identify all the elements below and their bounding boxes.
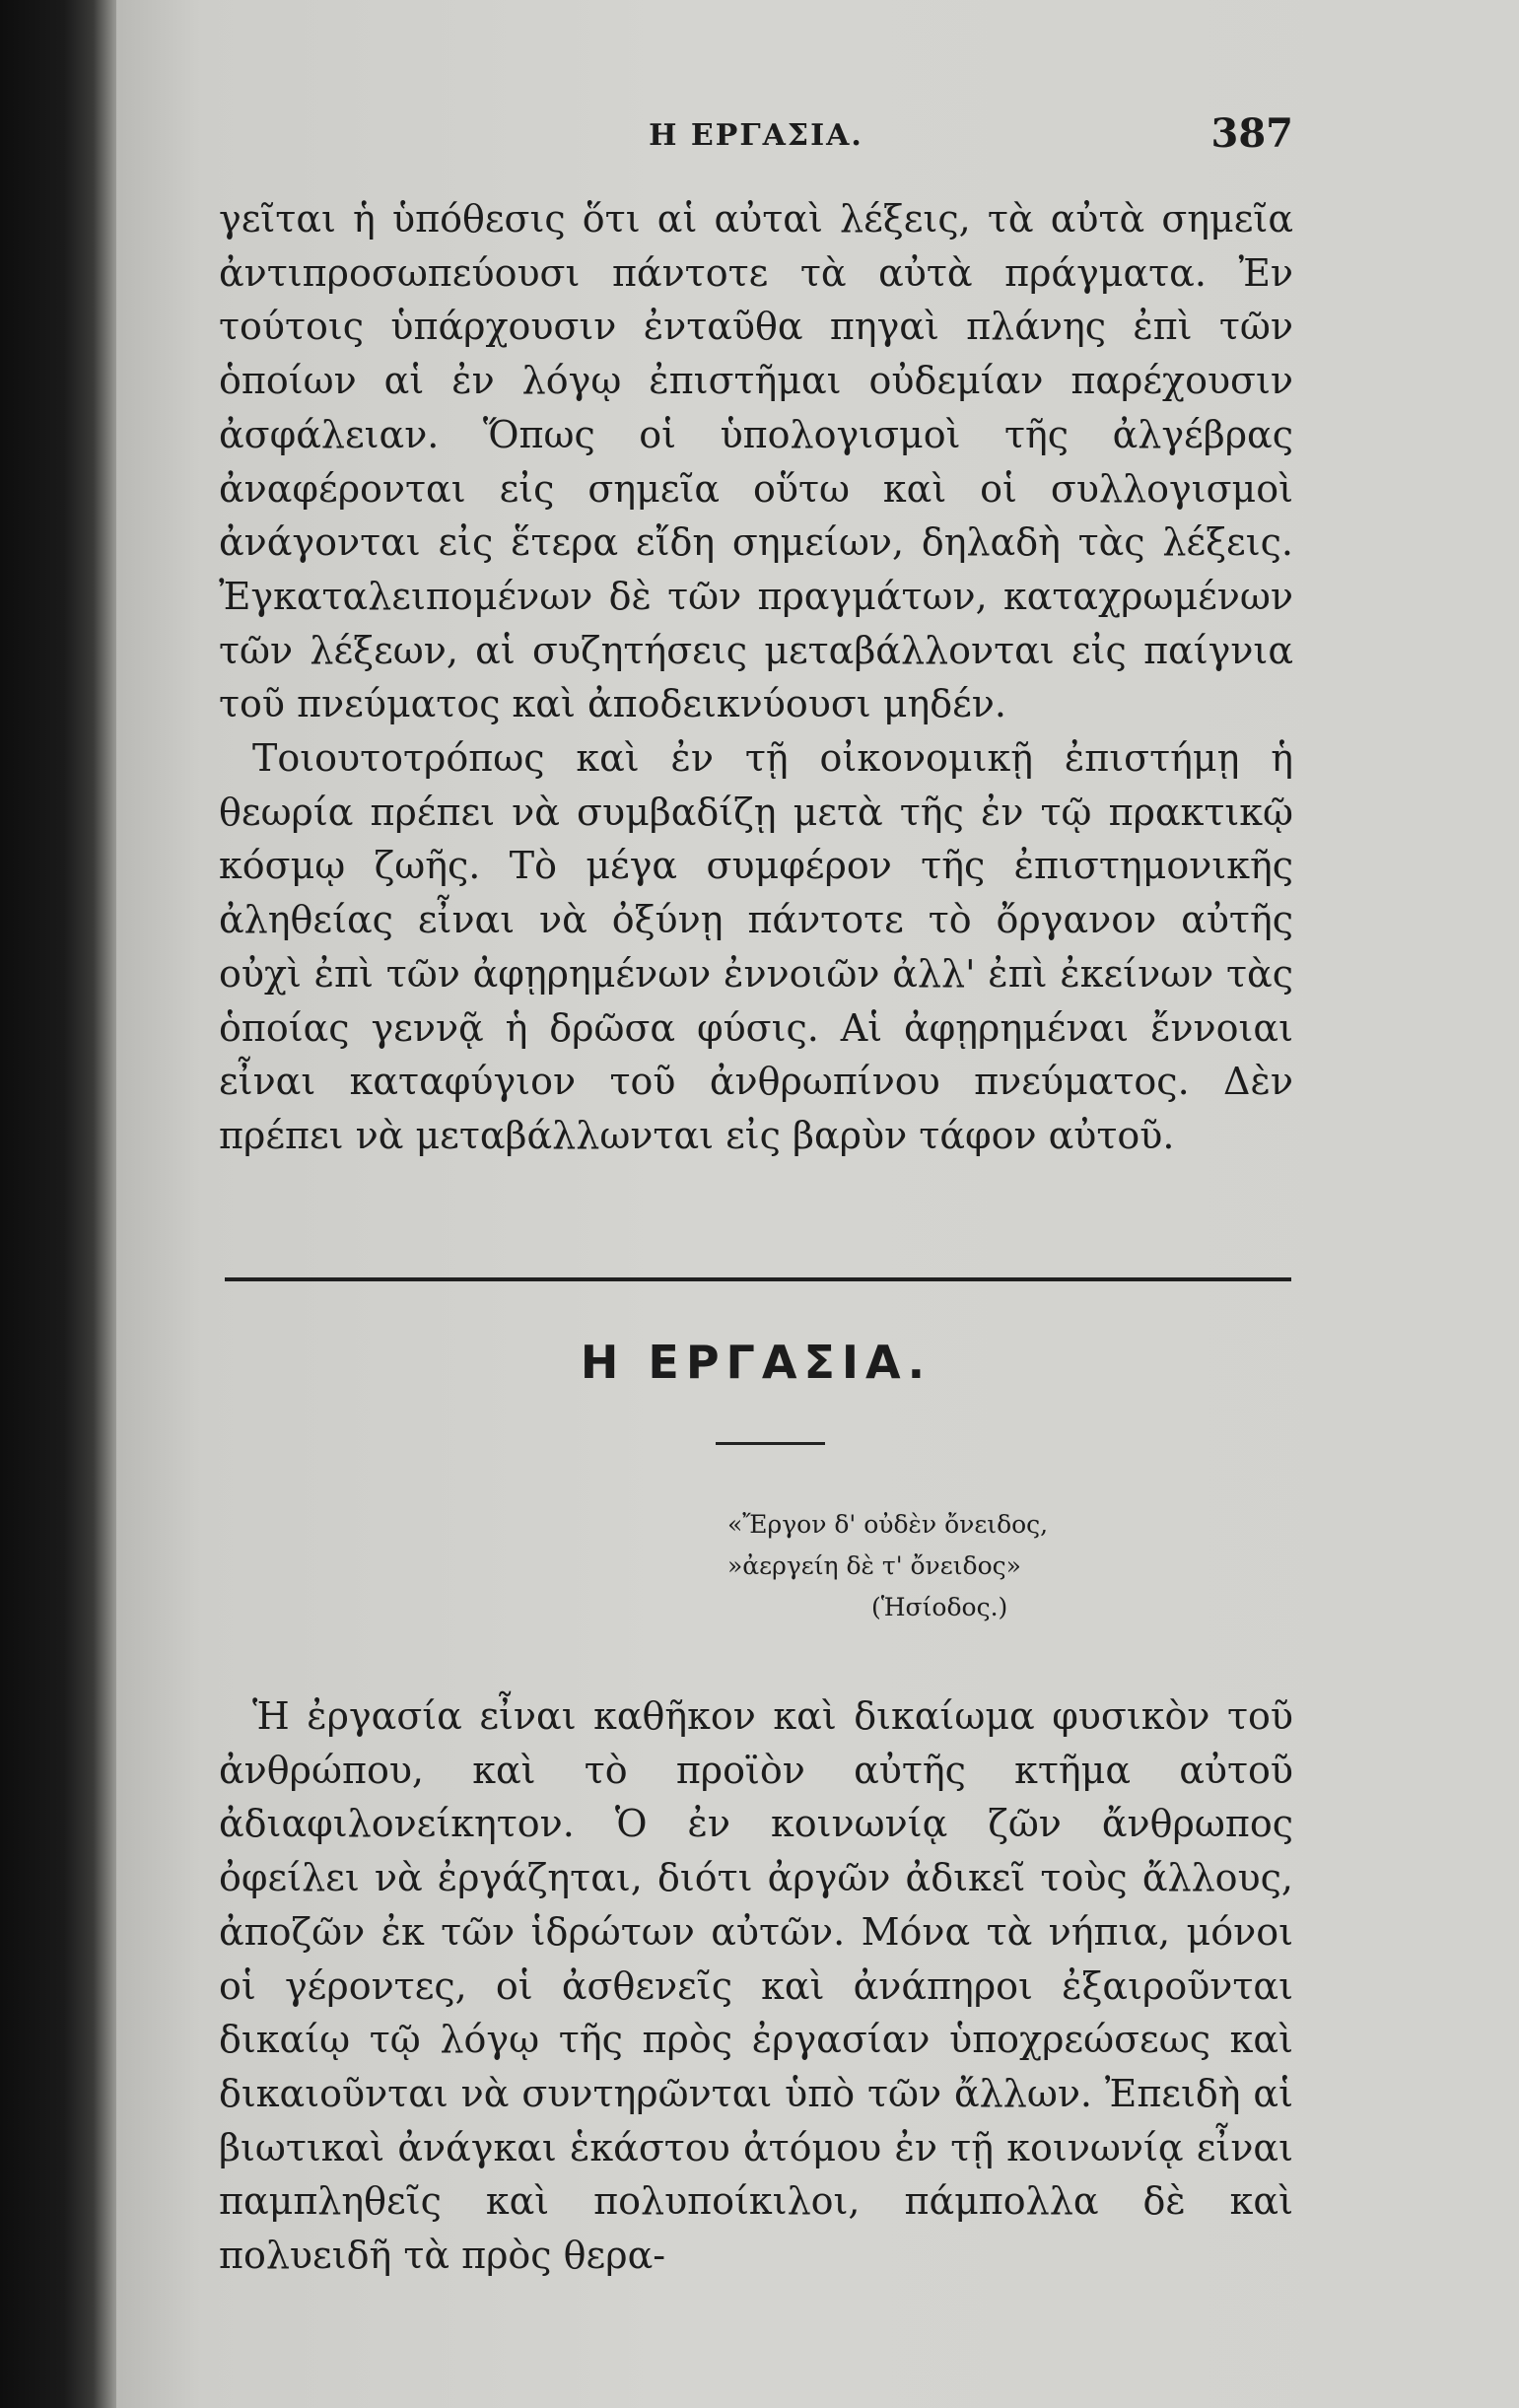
book-spine-shadow — [0, 0, 116, 2408]
section-title: Η ΕΡΓΑΣΙΑ. — [580, 1336, 932, 1389]
epigraph-line: »ἀεργείη δὲ τ' ὄνειδος» — [727, 1551, 1021, 1580]
paragraph-theory-practice: Τοιουτοτρόπως καὶ ἐν τῇ οἰκονομικῇ ἐπιστήμῃ ἡ θεωρία πρέπει νὰ συμβαδίζῃ μετὰ τῆς ἐν τῷ πρακτικῷ κόσμῳ ζωῆς. Τὸ μέγα συμφέρον τῆς ἐπιστημονικῆς ἀληθείας εἶναι νὰ ὀξύνῃ πάντοτε τὸ ὄργανον αὐτῆς οὐχὶ ἐπὶ τῶν ἀφῃρημένων ἐννοιῶν ἀλλ' ἐπὶ ἐκείνων τὰς ὁποίας γεννᾷ ἡ δρῶσα φύσις. Αἱ ἀφῃρημέναι ἔννοιαι εἶναι καταφύγιον τοῦ ἀνθρωπίνου πνεύματος. Δὲν πρέπει νὰ μεταβάλλωνται εἰς βαρὺν τάφον αὐτοῦ. — [219, 736, 1293, 1157]
epigraph — [727, 1504, 1048, 1628]
epigraph-attribution: (Ἡσίοδος.) — [871, 1593, 1008, 1621]
paragraph-continued: γεῖται ἡ ὑπόθεσις ὅτι αἱ αὐταὶ λέξεις, τὰ αὐτὰ σημεῖα ἀντιπροσωπεύουσι πάντοτε τὰ αὐτὰ πράγματα. Ἐν τούτοις ὑπάρχουσιν ἐνταῦθα πηγαὶ πλάνης ἐπὶ τῶν ὁποίων αἱ ἐν λόγῳ ἐπιστῆμαι οὐδεμίαν παρέχουσιν ἀσφάλειαν. Ὅπως οἱ ὑπολογισμοὶ τῆς ἀλγέβρας ἀναφέρονται εἰς σημεῖα οὕτω καὶ οἱ συλλογισμοὶ ἀνάγονται εἰς ἕτερα εἴδη σημείων, δηλαδὴ τὰς λέξεις. Ἐγκαταλειπομένων δὲ τῶν πραγμάτων, καταχρωμένων τῶν λέξεων, αἱ συζητήσεις μεταβάλλονται εἰς παίγνια τοῦ πνεύματος καὶ ἀποδεικνύουσι μηδέν. — [219, 197, 1293, 726]
epigraph-line: «Ἔργον δ' οὐδὲν ὄνειδος, — [727, 1510, 1049, 1539]
title-underline-rule — [716, 1442, 825, 1445]
page-header — [219, 110, 1293, 160]
running-head: Η ΕΡΓΑΣΙΑ. — [649, 118, 863, 153]
section-divider-rule — [225, 1277, 1291, 1281]
page-number: 387 — [1210, 110, 1293, 157]
paragraph-labour: Ἡ ἐργασία εἶναι καθῆκον καὶ δικαίωμα φυσικὸν τοῦ ἀνθρώπου, καὶ τὸ προϊὸν αὐτῆς κτῆμα αὐτοῦ ἀδιαφιλονείκητον. Ὁ ἐν κοινωνίᾳ ζῶν ἄνθρωπος ὀφείλει νὰ ἐργάζηται, διότι ἀργῶν ἀδικεῖ τοὺς ἄλλους, ἀποζῶν ἐκ τῶν ἱδρώτων αὐτῶν. Μόνα τὰ νήπια, μόνοι οἱ γέροντες, οἱ ἀσθενεῖς καὶ ἀνάπηροι ἐξαιροῦνται δικαίῳ τῷ λόγῳ τῆς πρὸς ἐργασίαν ὑποχρεώσεως καὶ δικαιοῦνται νὰ συντηρῶνται ὑπὸ τῶν ἄλλων. Ἐπειδὴ αἱ βιωτικαὶ ἀνάγκαι ἑκάστου ἀτόμου ἐν τῇ κοινωνίᾳ εἶναι παμπληθεῖς καὶ πολυποίκιλοι, πάμπολλα δὲ καὶ πολυειδῆ τὰ πρὸς θερα- — [219, 1694, 1293, 2278]
